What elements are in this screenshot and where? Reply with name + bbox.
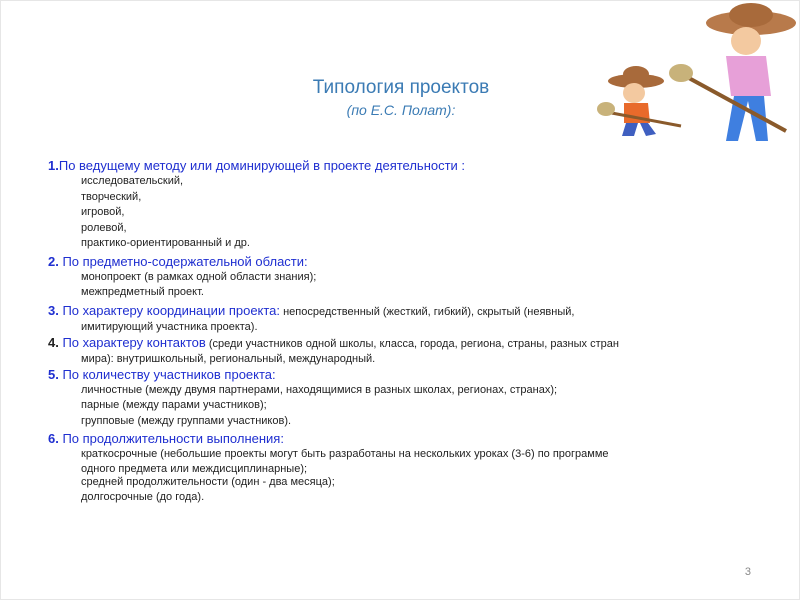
list-item: средней продолжительности (один - два месяца);	[81, 475, 335, 488]
section-heading-3: 3. По характеру координации проекта: непосредственный (жесткий, гибкий), скрытый (неявный,	[48, 302, 575, 318]
list-item: долгосрочные (до года).	[81, 491, 205, 503]
section-heading-6: 6. По продолжительности выполнения:	[48, 431, 284, 446]
list-item: межпредметный проект.	[81, 286, 204, 298]
slide-subtitle: (по Е.С. Полат):	[346, 102, 456, 118]
section-4-continuation: мира): внутришкольный, региональный, международный.	[81, 352, 376, 365]
list-item: парные (между парами участников);	[81, 399, 267, 411]
section-3-continuation: имитирующий участника проекта).	[81, 320, 258, 333]
list-item: исследовательский,	[81, 175, 184, 187]
slide-title: Типология проектов	[312, 77, 490, 98]
section-heading-1: 1.По ведущему методу или доминирующей в проекте деятельности :	[48, 158, 466, 173]
list-item: групповые (между группами участников).	[81, 414, 292, 427]
list-item: монопроект (в рамках одной области знания);	[81, 270, 317, 283]
slide-body	[48, 156, 748, 506]
list-item: личностные (между двумя партнерами, находящимися в разных школах, регионах, странах);	[81, 383, 558, 396]
list-item: игровой,	[81, 206, 125, 218]
list-item: краткосрочные (небольшие проекты могут быть разработаны на нескольких уроках (3-6) по программе	[81, 448, 609, 460]
page-number: 3	[744, 566, 751, 578]
section-heading-4: 4. По характеру контактов (среди участников одной школы, класса, города, региона, страны, разных стран	[48, 334, 619, 350]
cowboy-children-clipart	[586, 1, 800, 151]
list-item: ролевой,	[81, 221, 127, 234]
list-item: практико-ориентированный и др.	[81, 237, 250, 249]
section-heading-5: 5. По количеству участников проекта:	[48, 366, 276, 382]
list-item: творческий,	[81, 190, 142, 203]
section-heading-2: 2. По предметно-содержательной области:	[48, 253, 308, 269]
list-item-continuation: одного предмета или междисциплинарные);	[81, 462, 308, 475]
